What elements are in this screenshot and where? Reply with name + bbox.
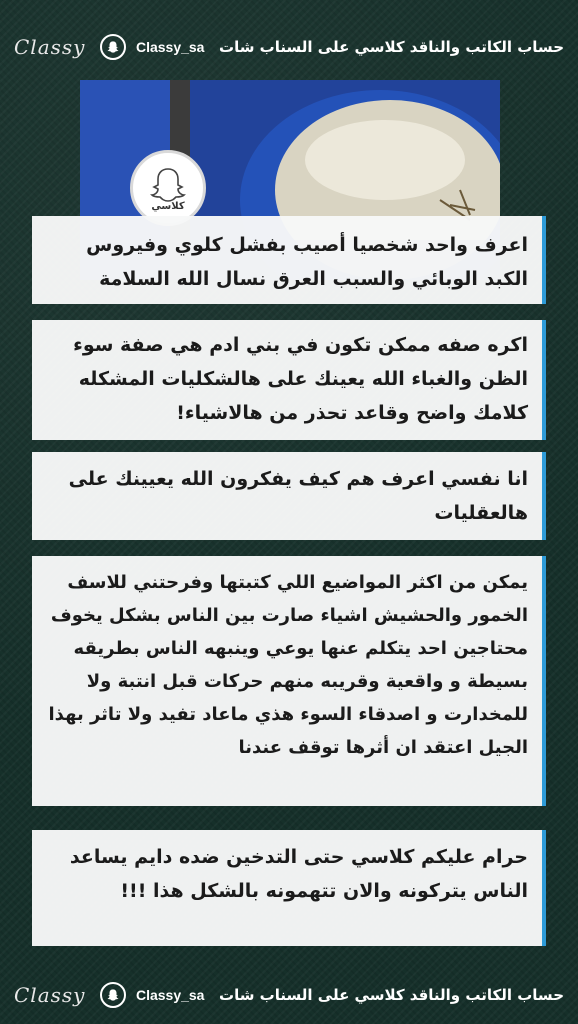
snapchat-handle-group bbox=[100, 982, 205, 1008]
ghost-icon bbox=[148, 165, 188, 205]
badge-label: كلاسي bbox=[151, 200, 185, 212]
snapchat-ghost-icon bbox=[100, 982, 126, 1008]
bottom-bar bbox=[0, 966, 578, 1024]
message-card bbox=[32, 556, 546, 806]
snapchat-ghost-icon bbox=[100, 34, 126, 60]
snapchat-handle-group bbox=[100, 34, 205, 60]
header-caption: حساب الكاتب والناقد كلاسي على السناب شات bbox=[219, 38, 564, 56]
classy-logo: Classy bbox=[14, 983, 86, 1007]
message-card bbox=[32, 452, 546, 540]
message-text: انا نفسي اعرف هم كيف يفكرون الله يعيينك على هالعقليات bbox=[68, 468, 528, 524]
message-card bbox=[32, 830, 546, 946]
classy-badge bbox=[130, 150, 206, 226]
top-bar bbox=[0, 18, 578, 76]
message-text: حرام عليكم كلاسي حتى التدخين ضده دايم يساعد الناس يتركونه والان تتهمونه بالشكل هذا !!! bbox=[69, 846, 528, 902]
snapchat-handle: Classy_sa bbox=[135, 987, 205, 1003]
message-text: يمكن من اكثر المواضيع اللي كتبتها وفرحتني للاسف الخمور والحشيش اشياء صارت بين الناس بشكل يخوف محتاجين احد يتكلم عنها يوعي وينبهه الناس بطريقه بسيطة و واقعية وقريبه منهم حركات قبل انتبة ولا للمخدارت و اصدقاء السوء هذي ماعاد تفيد ولا تاثر بهذا الجيل اعتقد ان أثرها توقف عندنا bbox=[48, 572, 528, 758]
message-text: اكره صفه ممكن تكون في بني ادم هي صفة سوء الظن والغباء الله يعينك على هالشكليات المشكله كلامك واضح وقاعد تحذر من هالاشياء! bbox=[73, 334, 528, 424]
snapchat-handle: Classy_sa bbox=[135, 39, 205, 55]
message-card bbox=[32, 216, 546, 304]
message-card bbox=[32, 320, 546, 440]
classy-logo: Classy bbox=[14, 35, 86, 59]
footer-caption: حساب الكاتب والناقد كلاسي على السناب شات bbox=[219, 986, 564, 1004]
message-text: اعرف واحد شخصيا أصيب بفشل كلوي وفيروس الكبد الوبائي والسبب العرق نسال الله السلامة bbox=[86, 234, 528, 290]
